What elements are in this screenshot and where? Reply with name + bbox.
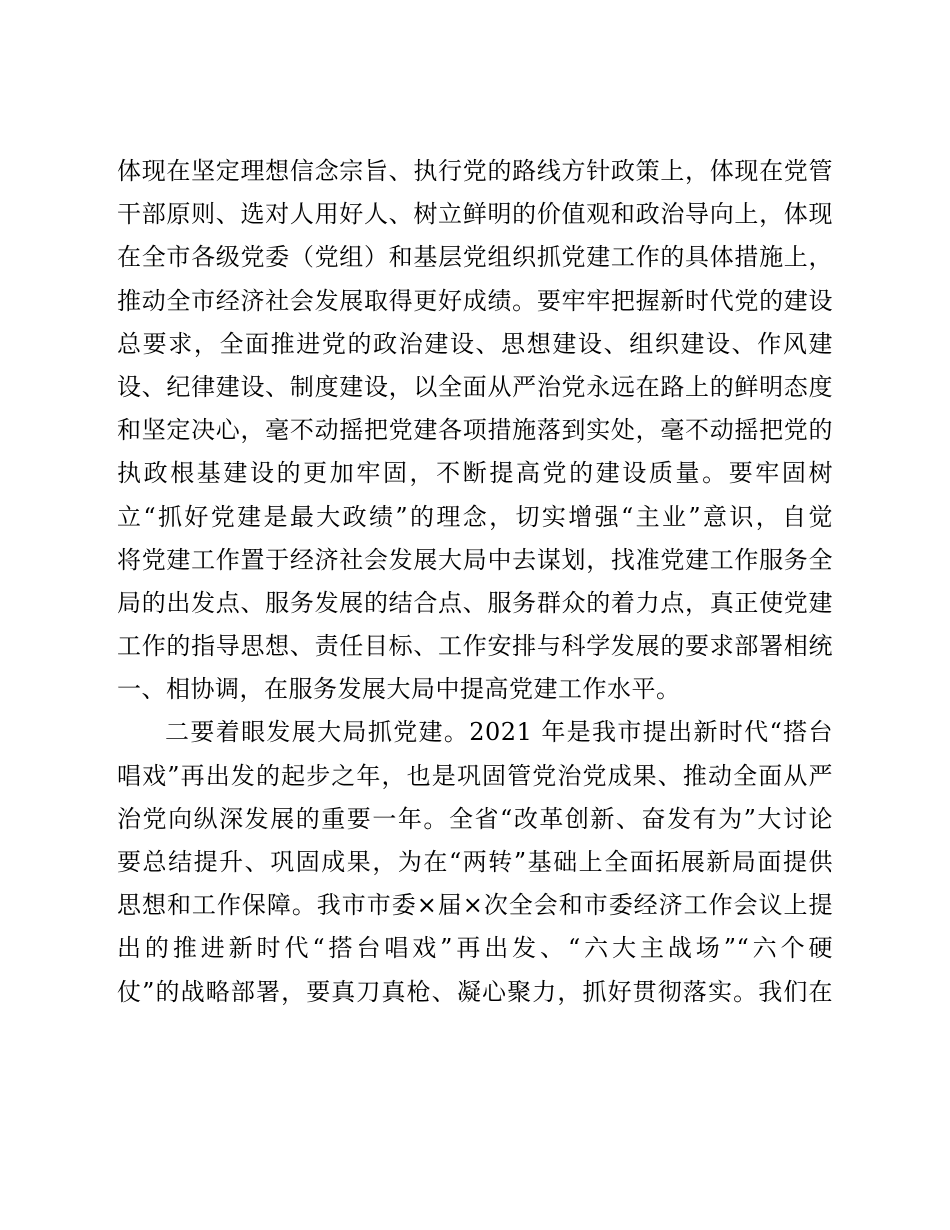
text-line: 体现在坚定理想信念宗旨、执行党的路线方针政策上，体现在党管 [117,157,833,185]
text-line: 工作的指导思想、责任目标、工作安排与科学发展的要求部署相统 [117,632,833,661]
text-line: 立“抓好党建是最大政绩”的理念，切实增强“主业”意识，自觉 [117,502,833,531]
paragraph-first-line: 二要着眼发展大局抓党建。2021 年是我市提出新时代“搭台 [165,718,833,747]
text-line: 出的推进新时代“搭台唱戏”再出发、“六大主战场”“六个硬 [117,934,833,963]
body-text [117,150,833,1014]
text-line: 干部原则、选对人用好人、树立鲜明的价值观和政治导向上，体现 [117,200,833,229]
text-line: 要总结提升、巩固成果，为在“两转”基础上全面拓展新局面提供 [117,848,833,876]
text-line: 仗”的战略部署，要真刀真枪、凝心聚力，抓好贯彻落实。我们在 [117,977,833,1006]
text-line: 局的出发点、服务发展的结合点、服务群众的着力点，真正使党建 [117,588,833,617]
text-line: 执政根基建设的更加牢固，不断提高党的建设质量。要牢固树 [117,459,833,488]
text-line: 思想和工作保障。我市市委×届×次全会和市委经济工作会议上提 [117,891,833,920]
text-line: 将党建工作置于经济社会发展大局中去谋划，找准党建工作服务全 [117,545,833,574]
text-line: 设、纪律建设、制度建设，以全面从严治党永远在路上的鲜明态度 [117,372,833,401]
text-line: 总要求，全面推进党的政治建设、思想建设、组织建设、作风建 [117,329,833,358]
text-line: 推动全市经济社会发展取得更好成绩。要牢牢把握新时代党的建设 [117,286,833,315]
text-line: 和坚定决心，毫不动摇把党建各项措施落到实处，毫不动摇把党的 [117,416,833,445]
text-line: 一、相协调，在服务发展大局中提高党建工作水平。 [117,675,681,704]
text-line: 唱戏”再出发的起步之年，也是巩固管党治党成果、推动全面从严 [117,761,833,790]
text-line: 在全市各级党委（党组）和基层党组织抓党建工作的具体措施上， [117,243,833,272]
text-line: 治党向纵深发展的重要一年。全省“改革创新、奋发有为”大讨论 [117,804,833,833]
